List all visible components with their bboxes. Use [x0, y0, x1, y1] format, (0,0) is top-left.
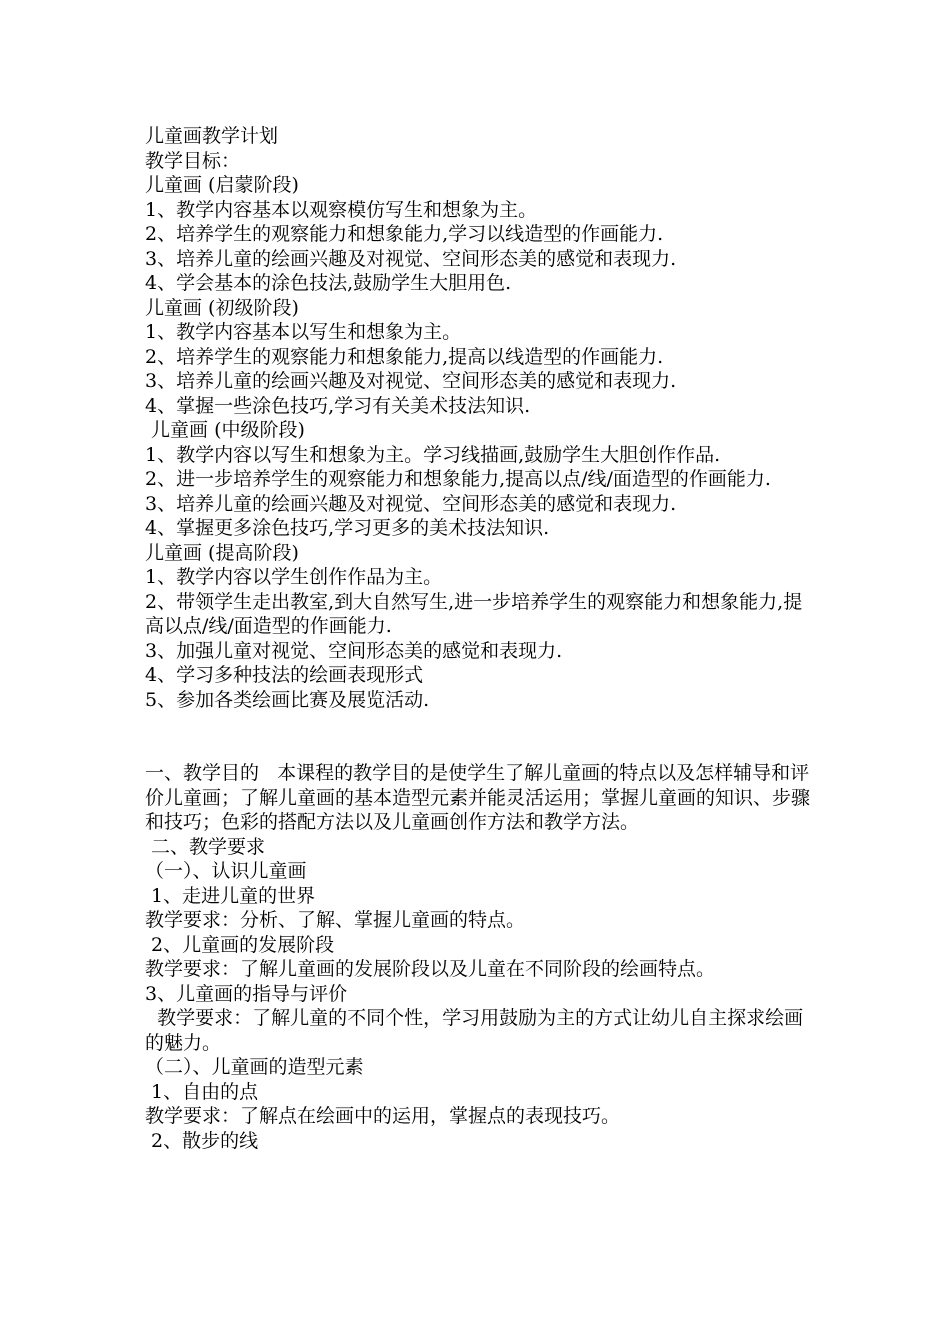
list-item: 1、教学内容以学生创作作品为主。 [145, 566, 443, 588]
list-item: 3、儿童画的指导与评价 [145, 982, 348, 1005]
list-item: 1、教学内容基本以观察模仿写生和想象为主。 [145, 198, 538, 221]
list-item: 3、加强儿童对视觉、空间形态美的感觉和表现力. [145, 639, 563, 662]
requirement-text: 教学要求：了解点在绘画中的运用，掌握点的表现技巧。 [145, 1105, 621, 1127]
section-heading: 儿童画 (启蒙阶段) [145, 174, 299, 196]
list-item: 2、带领学生走出教室,到大自然写生,进一步培养学生的观察能力和想象能力,提高以点/线/面造型的作画能力. [145, 590, 803, 637]
section-heading: 儿童画 (提高阶段) [145, 541, 299, 564]
list-item: 4、学会基本的涂色技法,鼓励学生大胆用色. [145, 272, 512, 294]
list-item: 4、掌握更多涂色技巧,学习更多的美术技法知识. [145, 517, 550, 539]
requirement-text: 教学要求：了解儿童的不同个性，学习用鼓励为主的方式让幼儿自主探求绘画的魅力。 [145, 1007, 804, 1054]
list-item: 3、培养儿童的绘画兴趣及对视觉、空间形态美的感觉和表现力. [145, 492, 677, 515]
section-heading: 儿童画 (初级阶段) [145, 296, 299, 319]
requirement-text: 教学要求：了解儿童画的发展阶段以及儿童在不同阶段的绘画特点。 [145, 958, 716, 980]
paragraph-line: 教学目标： [145, 149, 241, 172]
list-item: 2、散步的线 [145, 1129, 259, 1152]
blank-space [145, 712, 813, 761]
list-item: 1、教学内容基本以写生和想象为主。 [145, 321, 462, 343]
list-item: 4、学习多种技法的绘画表现形式 [145, 664, 424, 686]
list-item: 3、培养儿童的绘画兴趣及对视觉、空间形态美的感觉和表现力. [145, 370, 677, 392]
paragraph: 一、教学目的 本课程的教学目的是使学生了解儿童画的特点以及怎样辅导和评价儿童画；了解儿童画的基本造型元素并能灵活运用；掌握儿童画的知识、步骤和技巧；色彩的搭配方法以及儿童画创作方法和教学方法。 [145, 762, 811, 833]
list-item: 2、培养学生的观察能力和想象能力,提高以线造型的作画能力. [145, 345, 664, 368]
document-title: 儿童画教学计划 [145, 125, 279, 147]
subsection-heading: （一）、认识儿童画 [145, 860, 307, 882]
list-item: 1、自由的点 [145, 1080, 259, 1103]
section-heading: 二、教学要求 [145, 835, 266, 858]
requirement-text: 教学要求：分析、了解、掌握儿童画的特点。 [145, 909, 526, 931]
list-item: 1、走进儿童的世界 [145, 884, 316, 907]
section-heading: 儿童画 (中级阶段) [145, 419, 305, 441]
list-item: 2、进一步培养学生的观察能力和想象能力,提高以点/线/面造型的作画能力. [145, 468, 771, 490]
list-item: 1、教学内容以写生和想象为主。学习线描画,鼓励学生大胆创作作品. [145, 443, 721, 466]
list-item: 2、培养学生的观察能力和想象能力,学习以线造型的作画能力. [145, 223, 664, 245]
list-item: 2、儿童画的发展阶段 [145, 933, 335, 956]
document-body [145, 124, 813, 1153]
list-item: 5、参加各类绘画比赛及展览活动. [145, 688, 430, 711]
list-item: 4、掌握一些涂色技巧,学习有关美术技法知识. [145, 394, 531, 417]
subsection-heading: （二）、儿童画的造型元素 [145, 1056, 364, 1078]
list-item: 3、培养儿童的绘画兴趣及对视觉、空间形态美的感觉和表现力. [145, 247, 677, 270]
